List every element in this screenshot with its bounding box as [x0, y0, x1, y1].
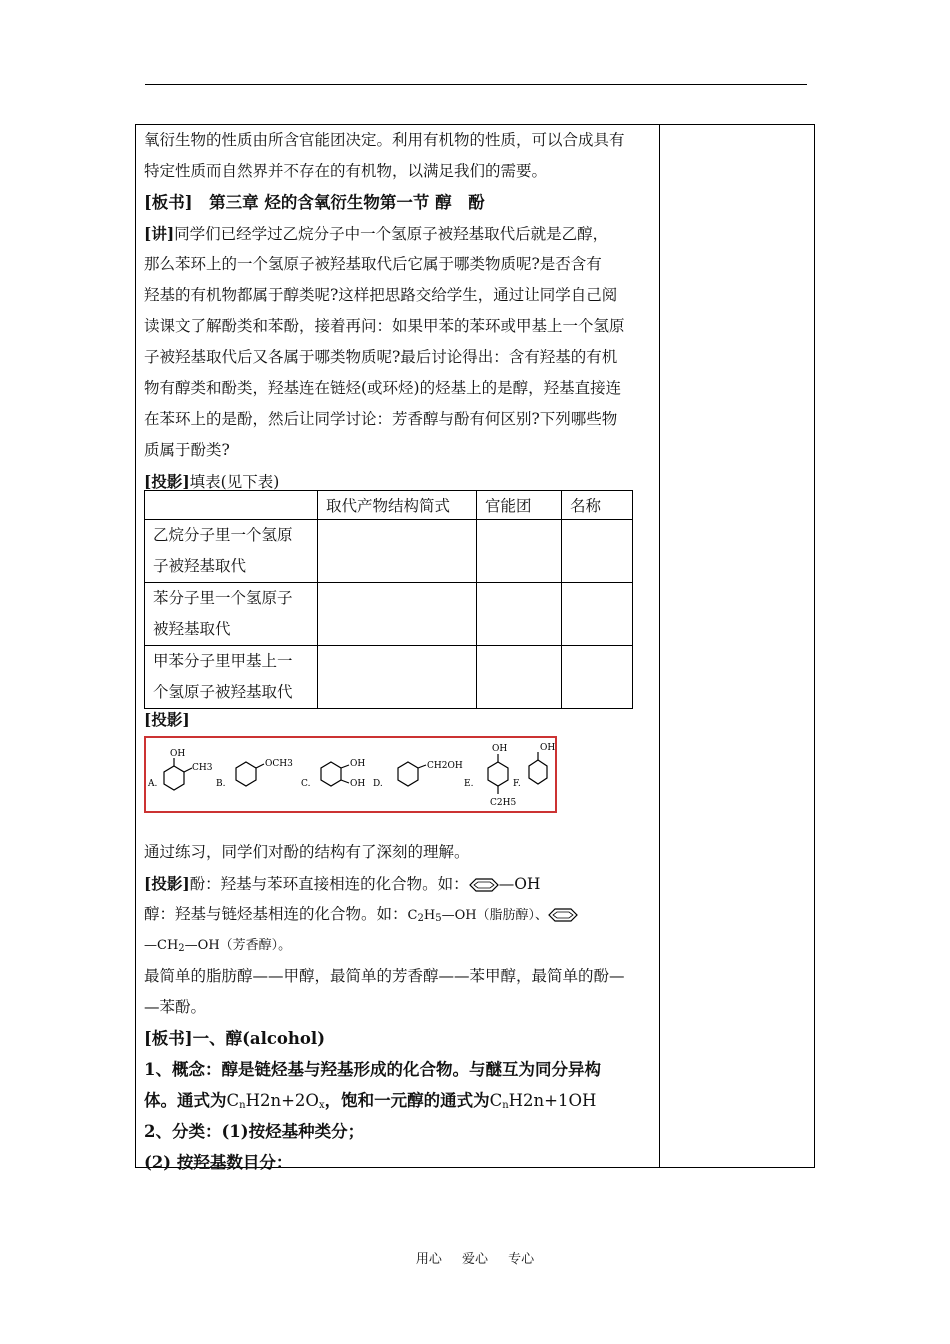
row-label-line: 被羟基取代 [153, 620, 231, 638]
concept-text: 体。通式为 [144, 1091, 227, 1110]
simplest-line-2: —苯酚。 [144, 998, 207, 1016]
simplest-line-1: 最简单的脂肪醇——甲醇，最简单的芳香醇——苯甲醇，最简单的酚— [144, 967, 625, 985]
table-row-label [145, 646, 318, 709]
table-header-row [145, 491, 633, 520]
table-header-cell: 官能团 [477, 491, 562, 520]
alcohol-definition: 醇：羟基与链烃基相连的化合物。如： [144, 905, 408, 923]
lecture-line-8: 质属于酚类? [144, 441, 230, 459]
lecture-line-1 [144, 218, 654, 249]
phenol-definition: 酚：羟基与苯环直接相连的化合物。如： [189, 875, 469, 893]
classification-line-1: 2、分类：(1)按烃基种类分； [144, 1122, 365, 1141]
alcohol-line [144, 899, 654, 930]
lecture-text: 同学们已经学过乙烷分子中一个氢原子被羟基取代后就是乙醇， [174, 225, 609, 243]
concept-line-2 [144, 1085, 654, 1116]
lecture-tag: [讲] [144, 224, 175, 243]
board-tag: [板书] [144, 193, 193, 212]
aliphatic-example: $C_2H_5—OH$（脂肪醇）、 [407, 908, 549, 924]
structure-formula-figure [144, 736, 557, 813]
lecture-line-2: 那么苯环上的一个氢原子被羟基取代后它属于哪类物质呢?是否含有 [144, 255, 602, 273]
structures-svg [146, 738, 555, 811]
table-row [145, 520, 633, 583]
table-header-cell: 名称 [562, 491, 633, 520]
header-rule [145, 84, 807, 85]
group-oh: OH [350, 779, 366, 789]
board-alcohol-title: [板书]一、醇(alcohol) [144, 1029, 326, 1048]
table-blank-cell [318, 583, 477, 646]
table-blank-cell [318, 520, 477, 583]
classification-line-2: (2) 按羟基数目分： [144, 1153, 293, 1172]
group-oh: OH [170, 749, 186, 759]
intro-line-1: 氧衍生物的性质由所含官能团决定。利用有机物的性质，可以合成具有 [144, 131, 625, 149]
lecture-line-3: 羟基的有机物都属于醇类呢?这样把思路交给学生，通过让同学自己阅 [144, 286, 618, 304]
phenol-line [144, 868, 654, 899]
label-b: B. [216, 779, 226, 789]
practice-line: 通过练习，同学们对酚的结构有了深刻的理解。 [144, 843, 470, 861]
lecture-line-5: 子被羟基取代后又各属于哪类物质呢?最后讨论得出：含有羟基的有机 [144, 348, 618, 366]
projection-tag: [投影] [144, 874, 190, 893]
table-row-label [145, 583, 318, 646]
row-label-line: 个氢原子被羟基取代 [153, 683, 293, 701]
table-blank-cell [477, 646, 562, 709]
group-ch2oh: CH2OH [427, 761, 463, 771]
lecture-line-6: 物有醇类和酚类，羟基连在链烃(或环烃)的烃基上的是醇，羟基直接连 [144, 379, 622, 397]
column-divider [659, 124, 660, 1168]
table-row-label [145, 520, 318, 583]
label-e: E. [464, 779, 474, 789]
lesson-content-lower [144, 837, 654, 1178]
group-ch3: CH3 [192, 763, 213, 773]
concept-line-1: 1、概念：醇是链烃基与羟基形成的化合物。与醚互为同分异构 [144, 1060, 601, 1079]
benzene-ring-icon [548, 908, 578, 922]
group-och3: OCH3 [265, 759, 293, 769]
label-f: F. [513, 779, 521, 789]
table-blank-cell [562, 646, 633, 709]
row-label-line: 子被羟基取代 [153, 557, 247, 575]
projection-tag: [投影] [144, 472, 190, 491]
table-blank-cell [562, 520, 633, 583]
group-oh: OH [350, 759, 366, 769]
lecture-line-7: 在苯环上的是酚，然后让同学讨论：芳香醇与酚有何区别?下列哪些物 [144, 410, 618, 428]
benzene-ring-icon [469, 878, 499, 892]
table-blank-cell [477, 583, 562, 646]
row-label-line: 乙烷分子里一个氢原 [153, 526, 293, 544]
lecture-line-4: 读课文了解酚类和苯酚，接着再问：如果甲苯的苯环或甲基上一个氢原 [144, 317, 625, 335]
row-label-line: 甲苯分子里甲基上一 [153, 652, 293, 670]
projection-2-heading [144, 704, 654, 735]
label-d: D. [373, 779, 383, 789]
table-blank-cell [477, 520, 562, 583]
group-oh: OH [540, 743, 555, 753]
fill-in-table [144, 490, 633, 709]
projection-tag: [投影] [144, 710, 190, 729]
table-blank-cell [562, 583, 633, 646]
lesson-content [144, 125, 654, 497]
aromatic-line: $—CH_2—OH$（芳香醇）。 [144, 938, 292, 954]
board-heading [144, 187, 654, 218]
table-header-cell [145, 491, 318, 520]
table-row [145, 583, 633, 646]
table-header-cell: 取代产物结构简式 [318, 491, 477, 520]
table-row [145, 646, 633, 709]
projection-text: 填表(见下表) [189, 473, 280, 491]
row-label-line: 苯分子里一个氢原子 [153, 589, 293, 607]
general-formula: $C_nH2n+2O_x$ [226, 1091, 325, 1111]
group-c2h5: C2H5 [490, 798, 517, 808]
table-blank-cell [318, 646, 477, 709]
concept-text: ，饱和一元醇的通式为 [324, 1091, 490, 1110]
chapter-title: 第三章 烃的含氧衍生物第一节 醇 酚 [192, 193, 485, 212]
page-footer: 用心 爱心 专心 [415, 1252, 535, 1267]
label-c: C. [301, 779, 311, 789]
label-a: A. [148, 779, 158, 789]
group-oh: OH [492, 744, 508, 754]
oh-group: —OH [498, 875, 541, 893]
saturated-formula: $C_nH2n+1OH$ [489, 1091, 597, 1111]
intro-line-2: 特定性质而自然界并不存在的有机物，以满足我们的需要。 [144, 162, 548, 180]
